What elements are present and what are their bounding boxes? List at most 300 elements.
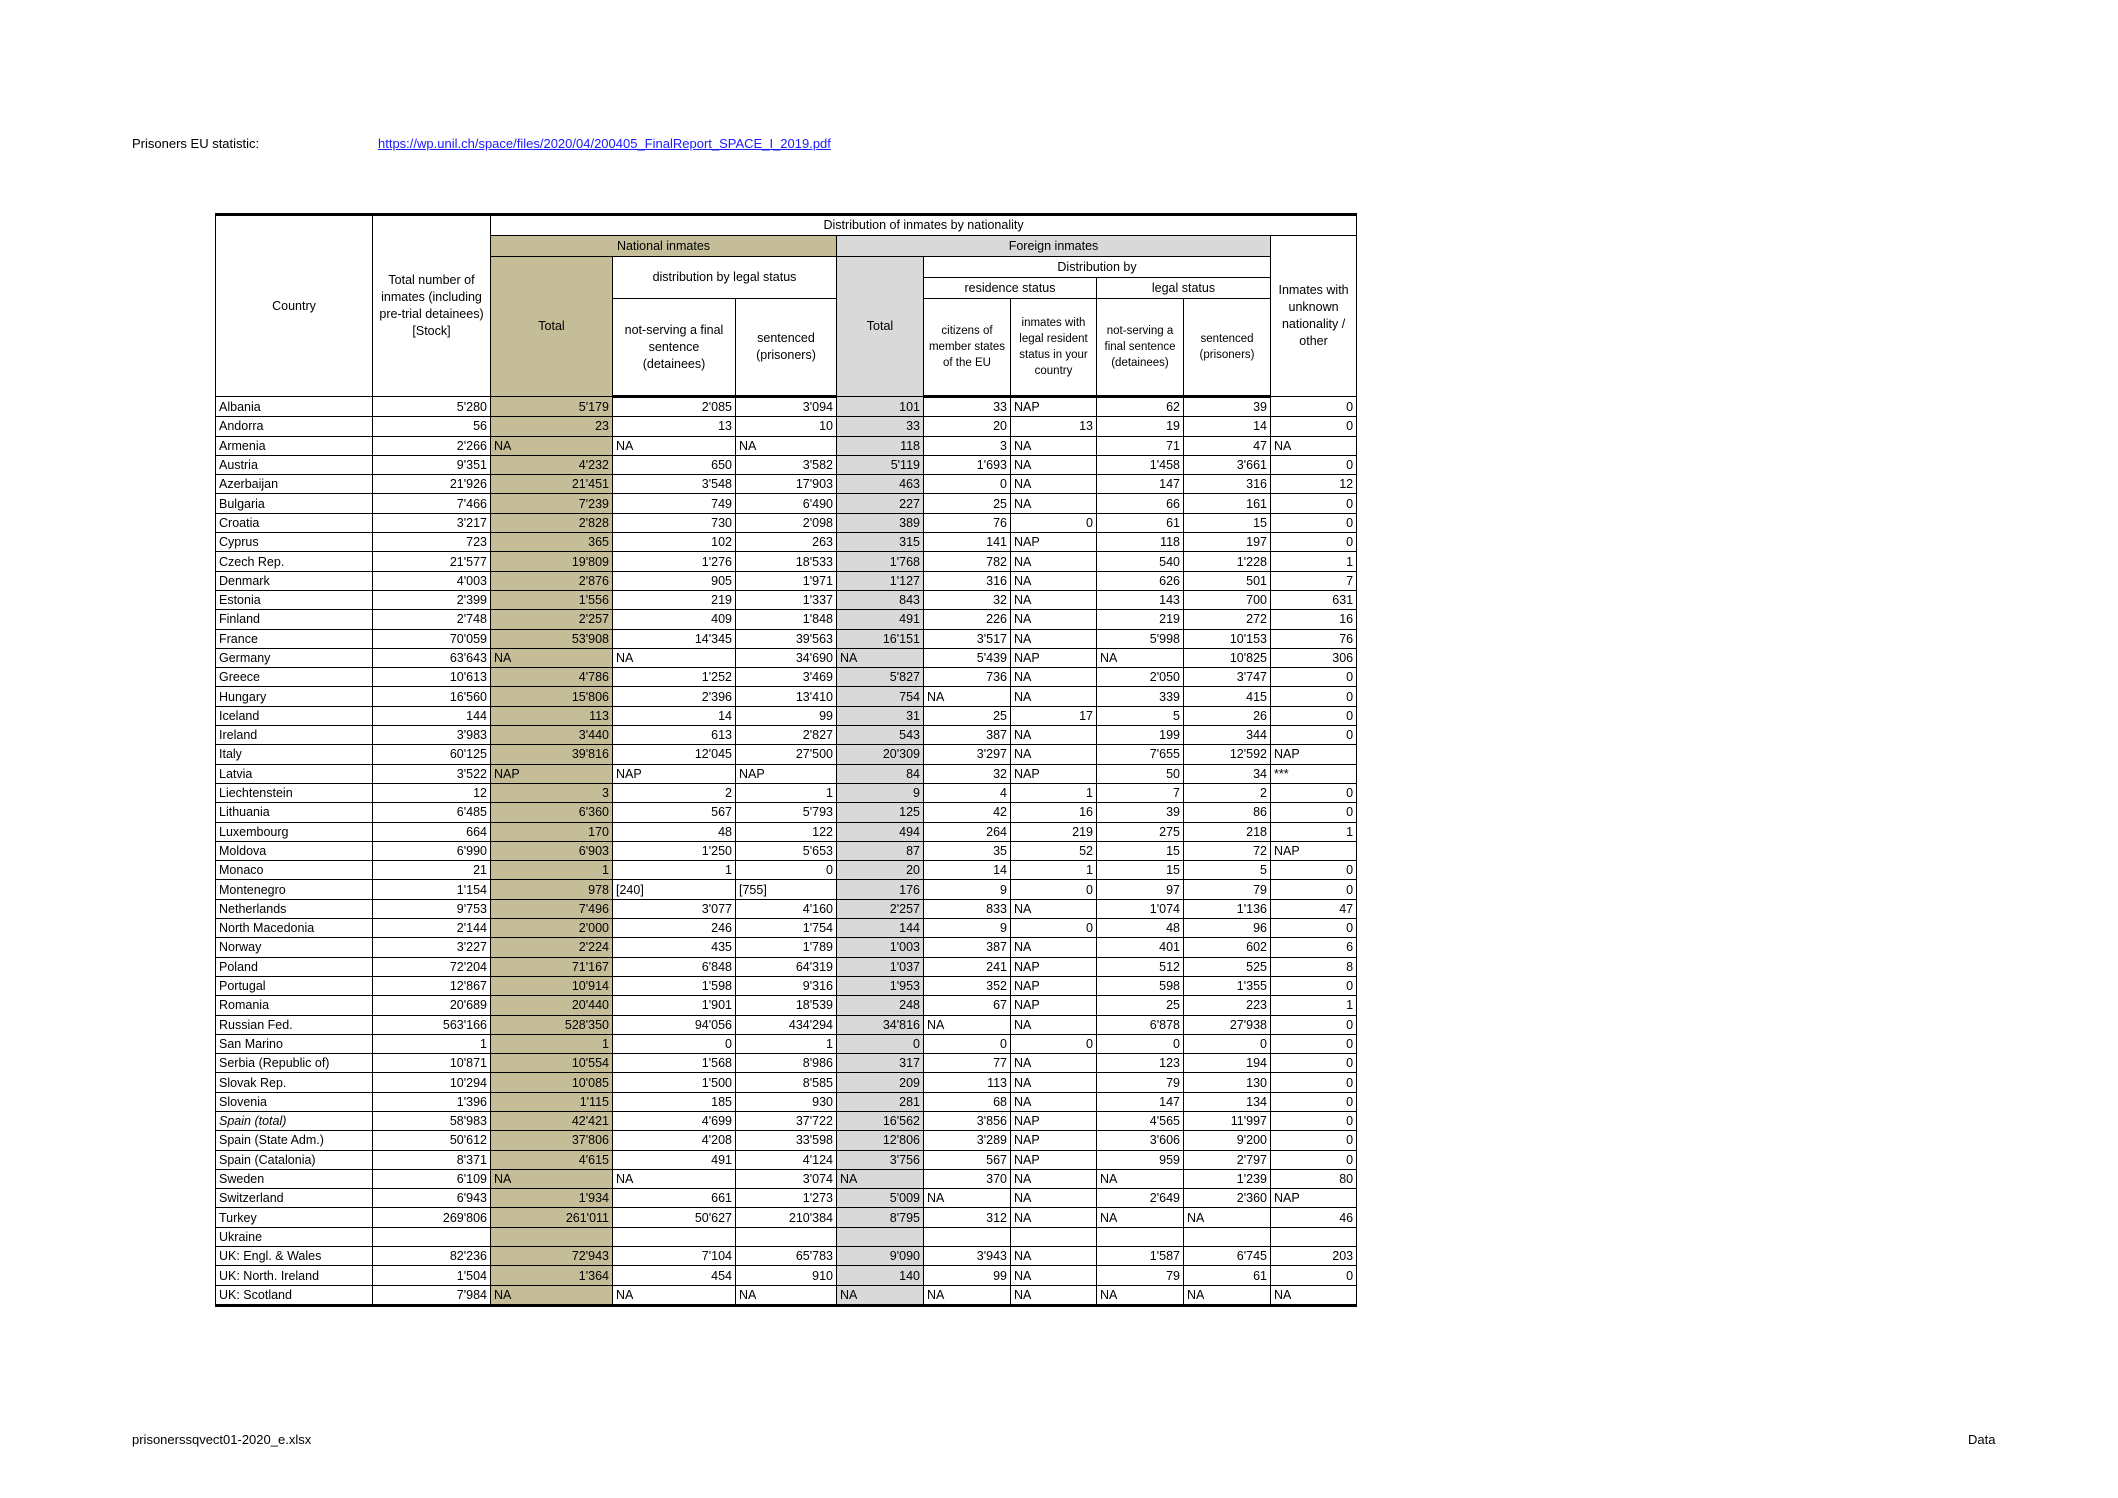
cell-citizens-eu: 264: [924, 822, 1011, 841]
cell-country: Luxembourg: [216, 822, 373, 841]
cell-national-total: 170: [491, 822, 613, 841]
cell-unknown: 80: [1271, 1169, 1357, 1188]
cell-total: 4'003: [373, 571, 491, 590]
cell-unknown: 0: [1271, 1073, 1357, 1092]
cell-total: 72'204: [373, 957, 491, 976]
cell-foreign-total: 125: [837, 803, 924, 822]
cell-total: 2'399: [373, 590, 491, 609]
cell-country: San Marino: [216, 1034, 373, 1053]
cell-foreign-not-serving: 598: [1097, 976, 1184, 995]
cell-citizens-eu: 3'856: [924, 1111, 1011, 1130]
cell-national-total: 6'903: [491, 841, 613, 860]
table-row: [216, 1092, 1357, 1111]
cell-national-not-serving: 4'699: [613, 1111, 736, 1130]
cell-foreign-sentenced: 194: [1184, 1054, 1271, 1073]
cell-unknown: NAP: [1271, 841, 1357, 860]
cell-foreign-not-serving: 19: [1097, 417, 1184, 436]
cell-unknown: 6: [1271, 938, 1357, 957]
cell-national-not-serving: 567: [613, 803, 736, 822]
cell-total: 3'522: [373, 764, 491, 783]
table-row: [216, 533, 1357, 552]
cell-legal-resident: [1011, 1227, 1097, 1246]
cell-total: 6'485: [373, 803, 491, 822]
cell-foreign-not-serving: 1'587: [1097, 1247, 1184, 1266]
cell-citizens-eu: 226: [924, 610, 1011, 629]
cell-unknown: 0: [1271, 1266, 1357, 1285]
cell-country: Albania: [216, 397, 373, 417]
header-legal-status: legal status: [1097, 278, 1271, 299]
cell-national-not-serving: [613, 1227, 736, 1246]
cell-foreign-sentenced: 1'239: [1184, 1169, 1271, 1188]
cell-unknown: 0: [1271, 976, 1357, 995]
cell-national-total: 3'440: [491, 726, 613, 745]
table-row: [216, 1111, 1357, 1130]
cell-total: 7'466: [373, 494, 491, 513]
cell-citizens-eu: 0: [924, 475, 1011, 494]
cell-country: Spain (Catalonia): [216, 1150, 373, 1169]
cell-total: 6'990: [373, 841, 491, 860]
cell-national-not-serving: 435: [613, 938, 736, 957]
cell-foreign-total: NA: [837, 1169, 924, 1188]
cell-foreign-sentenced: 12'592: [1184, 745, 1271, 764]
cell-foreign-not-serving: 0: [1097, 1034, 1184, 1053]
cell-national-total: 261'011: [491, 1208, 613, 1227]
cell-national-total: 10'914: [491, 976, 613, 995]
cell-national-not-serving: 1: [613, 861, 736, 880]
cell-foreign-total: 317: [837, 1054, 924, 1073]
cell-national-total: 15'806: [491, 687, 613, 706]
cell-country: Moldova: [216, 841, 373, 860]
cell-foreign-total: 87: [837, 841, 924, 860]
cell-national-total: 2'828: [491, 513, 613, 532]
cell-unknown: 47: [1271, 899, 1357, 918]
cell-foreign-sentenced: 218: [1184, 822, 1271, 841]
cell-foreign-total: 16'562: [837, 1111, 924, 1130]
cell-national-not-serving: 246: [613, 919, 736, 938]
cell-national-sentenced: 910: [736, 1266, 837, 1285]
cell-foreign-not-serving: 512: [1097, 957, 1184, 976]
cell-country: Italy: [216, 745, 373, 764]
cell-national-total: 10'554: [491, 1054, 613, 1073]
cell-foreign-sentenced: 6'745: [1184, 1247, 1271, 1266]
cell-national-sentenced: 65'783: [736, 1247, 837, 1266]
header-total-inmates: Total number of inmates (including pre-trial detainees) [Stock]: [373, 215, 491, 397]
cell-total: 60'125: [373, 745, 491, 764]
cell-national-not-serving: 3'077: [613, 899, 736, 918]
cell-citizens-eu: NA: [924, 1015, 1011, 1034]
table-row: [216, 668, 1357, 687]
cell-national-total: NA: [491, 1169, 613, 1188]
table-row: [216, 919, 1357, 938]
cell-total: 20'689: [373, 996, 491, 1015]
cell-country: Estonia: [216, 590, 373, 609]
cell-legal-resident: NA: [1011, 899, 1097, 918]
cell-foreign-not-serving: 79: [1097, 1266, 1184, 1285]
cell-legal-resident: NA: [1011, 745, 1097, 764]
cell-national-not-serving: 13: [613, 417, 736, 436]
cell-foreign-sentenced: 72: [1184, 841, 1271, 860]
cell-national-sentenced: 2'098: [736, 513, 837, 532]
cell-national-total: 2'257: [491, 610, 613, 629]
cell-country: Romania: [216, 996, 373, 1015]
cell-foreign-total: 31: [837, 706, 924, 725]
cell-national-total: NA: [491, 648, 613, 667]
table-row: [216, 996, 1357, 1015]
cell-unknown: 0: [1271, 687, 1357, 706]
cell-unknown: 0: [1271, 397, 1357, 417]
cell-foreign-sentenced: 47: [1184, 436, 1271, 455]
cell-foreign-not-serving: 540: [1097, 552, 1184, 571]
cell-legal-resident: NAP: [1011, 648, 1097, 667]
cell-country: Monaco: [216, 861, 373, 880]
table-row: [216, 455, 1357, 474]
cell-foreign-not-serving: 79: [1097, 1073, 1184, 1092]
cell-country: Netherlands: [216, 899, 373, 918]
cell-national-not-serving: 650: [613, 455, 736, 474]
cell-foreign-not-serving: 275: [1097, 822, 1184, 841]
cell-country: Russian Fed.: [216, 1015, 373, 1034]
cell-foreign-total: 754: [837, 687, 924, 706]
cell-citizens-eu: 42: [924, 803, 1011, 822]
cell-citizens-eu: 352: [924, 976, 1011, 995]
cell-total: 7'984: [373, 1285, 491, 1305]
cell-foreign-sentenced: 14: [1184, 417, 1271, 436]
cell-legal-resident: NA: [1011, 436, 1097, 455]
cell-country: North Macedonia: [216, 919, 373, 938]
cell-citizens-eu: 0: [924, 1034, 1011, 1053]
cell-foreign-sentenced: 700: [1184, 590, 1271, 609]
cell-foreign-total: 34'816: [837, 1015, 924, 1034]
cell-national-not-serving: NA: [613, 1169, 736, 1188]
cell-citizens-eu: 833: [924, 899, 1011, 918]
cell-country: Croatia: [216, 513, 373, 532]
cell-national-total: 5'179: [491, 397, 613, 417]
cell-national-total: 42'421: [491, 1111, 613, 1130]
table-row: [216, 1034, 1357, 1053]
cell-foreign-total: NA: [837, 1285, 924, 1305]
table-row: [216, 745, 1357, 764]
cell-country: Lithuania: [216, 803, 373, 822]
table-row: [216, 513, 1357, 532]
cell-foreign-not-serving: 62: [1097, 397, 1184, 417]
cell-foreign-total: 227: [837, 494, 924, 513]
cell-national-sentenced: 8'585: [736, 1073, 837, 1092]
cell-total: 82'236: [373, 1247, 491, 1266]
cell-legal-resident: NA: [1011, 610, 1097, 629]
cell-foreign-not-serving: [1097, 1227, 1184, 1246]
cell-total: 3'227: [373, 938, 491, 957]
cell-citizens-eu: 3'289: [924, 1131, 1011, 1150]
cell-unknown: 0: [1271, 494, 1357, 513]
cell-national-total: 37'806: [491, 1131, 613, 1150]
cell-legal-resident: NA: [1011, 1073, 1097, 1092]
cell-foreign-sentenced: 2'797: [1184, 1150, 1271, 1169]
cell-national-not-serving: 905: [613, 571, 736, 590]
cell-foreign-total: 101: [837, 397, 924, 417]
cell-foreign-not-serving: NA: [1097, 1208, 1184, 1227]
table-row: [216, 1169, 1357, 1188]
cell-total: 12'867: [373, 976, 491, 995]
cell-national-not-serving: NA: [613, 1285, 736, 1305]
header-foreign-distribution: Distribution by: [924, 257, 1271, 278]
cell-citizens-eu: 9: [924, 919, 1011, 938]
cell-citizens-eu: 33: [924, 397, 1011, 417]
cell-total: 9'351: [373, 455, 491, 474]
cell-national-total: 19'809: [491, 552, 613, 571]
cell-national-not-serving: NA: [613, 436, 736, 455]
cell-unknown: NA: [1271, 436, 1357, 455]
cell-unknown: 46: [1271, 1208, 1357, 1227]
cell-national-not-serving: 1'901: [613, 996, 736, 1015]
cell-national-sentenced: 1'337: [736, 590, 837, 609]
cell-foreign-total: 176: [837, 880, 924, 899]
header-national: National inmates: [491, 236, 837, 257]
cell-national-total: 23: [491, 417, 613, 436]
cell-national-total: 72'943: [491, 1247, 613, 1266]
cell-national-total: 20'440: [491, 996, 613, 1015]
cell-unknown: 0: [1271, 1111, 1357, 1130]
cell-national-sentenced: 8'986: [736, 1054, 837, 1073]
table-row: [216, 783, 1357, 802]
cell-total: 56: [373, 417, 491, 436]
cell-country: Spain (State Adm.): [216, 1131, 373, 1150]
cell-unknown: 0: [1271, 1092, 1357, 1111]
cell-citizens-eu: 68: [924, 1092, 1011, 1111]
cell-unknown: 0: [1271, 513, 1357, 532]
cell-legal-resident: 52: [1011, 841, 1097, 860]
cell-unknown: 0: [1271, 455, 1357, 474]
cell-foreign-sentenced: 501: [1184, 571, 1271, 590]
table-body: [216, 397, 1357, 1306]
table-row: [216, 494, 1357, 513]
cell-national-not-serving: 491: [613, 1150, 736, 1169]
cell-foreign-total: 315: [837, 533, 924, 552]
cell-total: [373, 1227, 491, 1246]
cell-national-not-serving: 1'276: [613, 552, 736, 571]
cell-unknown: 0: [1271, 880, 1357, 899]
cell-foreign-total: 1'953: [837, 976, 924, 995]
cell-national-total: 71'167: [491, 957, 613, 976]
cell-country: Montenegro: [216, 880, 373, 899]
cell-national-sentenced: 1'848: [736, 610, 837, 629]
cell-national-sentenced: 1: [736, 783, 837, 802]
cell-foreign-total: 491: [837, 610, 924, 629]
cell-national-not-serving: 2: [613, 783, 736, 802]
table-row: [216, 1015, 1357, 1034]
cell-unknown: 0: [1271, 1015, 1357, 1034]
header-foreign-sentenced: sentenced (prisoners): [1184, 299, 1271, 397]
source-link[interactable]: https://wp.unil.ch/space/files/2020/04/200405_FinalReport_SPACE_I_2019.pdf: [378, 136, 831, 151]
cell-foreign-sentenced: 525: [1184, 957, 1271, 976]
cell-foreign-sentenced: 272: [1184, 610, 1271, 629]
cell-foreign-total: 118: [837, 436, 924, 455]
cell-national-sentenced: 122: [736, 822, 837, 841]
cell-legal-resident: NAP: [1011, 397, 1097, 417]
cell-total: 5'280: [373, 397, 491, 417]
cell-citizens-eu: 567: [924, 1150, 1011, 1169]
cell-unknown: 76: [1271, 629, 1357, 648]
cell-foreign-total: 1'127: [837, 571, 924, 590]
cell-national-total: 1'364: [491, 1266, 613, 1285]
cell-unknown: 0: [1271, 1034, 1357, 1053]
cell-country: Norway: [216, 938, 373, 957]
cell-foreign-not-serving: 39: [1097, 803, 1184, 822]
cell-national-total: NA: [491, 1285, 613, 1305]
cell-national-sentenced: 1'971: [736, 571, 837, 590]
cell-total: 2'266: [373, 436, 491, 455]
cell-national-total: 7'496: [491, 899, 613, 918]
cell-legal-resident: 0: [1011, 513, 1097, 532]
cell-national-sentenced: 3'094: [736, 397, 837, 417]
cell-legal-resident: 13: [1011, 417, 1097, 436]
cell-foreign-not-serving: 147: [1097, 1092, 1184, 1111]
cell-country: Denmark: [216, 571, 373, 590]
cell-country: Azerbaijan: [216, 475, 373, 494]
cell-national-sentenced: [755]: [736, 880, 837, 899]
footer-filename: prisonerssqvect01-2020_e.xlsx: [132, 1432, 312, 1447]
cell-total: 10'871: [373, 1054, 491, 1073]
table-row: [216, 899, 1357, 918]
cell-total: 21'926: [373, 475, 491, 494]
cell-legal-resident: NAP: [1011, 1111, 1097, 1130]
cell-country: Hungary: [216, 687, 373, 706]
cell-national-sentenced: 6'490: [736, 494, 837, 513]
cell-legal-resident: NA: [1011, 1208, 1097, 1227]
cell-national-sentenced: NA: [736, 436, 837, 455]
cell-foreign-not-serving: 1'458: [1097, 455, 1184, 474]
cell-total: 9'753: [373, 899, 491, 918]
table-row: [216, 1227, 1357, 1246]
cell-national-sentenced: 99: [736, 706, 837, 725]
cell-legal-resident: NAP: [1011, 996, 1097, 1015]
table-row: [216, 803, 1357, 822]
cell-citizens-eu: 316: [924, 571, 1011, 590]
cell-foreign-total: 20: [837, 861, 924, 880]
cell-unknown: 203: [1271, 1247, 1357, 1266]
cell-citizens-eu: 141: [924, 533, 1011, 552]
cell-total: 8'371: [373, 1150, 491, 1169]
cell-country: Portugal: [216, 976, 373, 995]
cell-national-not-serving: 7'104: [613, 1247, 736, 1266]
cell-total: 563'166: [373, 1015, 491, 1034]
table-row: [216, 1131, 1357, 1150]
cell-country: Turkey: [216, 1208, 373, 1227]
cell-foreign-sentenced: NA: [1184, 1285, 1271, 1305]
cell-foreign-total: 5'009: [837, 1189, 924, 1208]
cell-national-sentenced: 434'294: [736, 1015, 837, 1034]
cell-legal-resident: NA: [1011, 1266, 1097, 1285]
cell-foreign-total: 843: [837, 590, 924, 609]
table-row: [216, 822, 1357, 841]
cell-foreign-sentenced: 26: [1184, 706, 1271, 725]
cell-foreign-total: 16'151: [837, 629, 924, 648]
cell-foreign-not-serving: 959: [1097, 1150, 1184, 1169]
cell-country: Poland: [216, 957, 373, 976]
header-national-not-serving: not-serving a final sentence (detainees): [613, 299, 736, 397]
cell-foreign-total: 3'756: [837, 1150, 924, 1169]
table-row: [216, 436, 1357, 455]
cell-country: Serbia (Republic of): [216, 1054, 373, 1073]
cell-citizens-eu: NA: [924, 1285, 1011, 1305]
cell-national-not-serving: [240]: [613, 880, 736, 899]
cell-national-not-serving: 185: [613, 1092, 736, 1111]
cell-national-sentenced: 2'827: [736, 726, 837, 745]
cell-national-not-serving: 50'627: [613, 1208, 736, 1227]
cell-foreign-total: 20'309: [837, 745, 924, 764]
cell-unknown: 0: [1271, 668, 1357, 687]
cell-national-total: 6'360: [491, 803, 613, 822]
cell-legal-resident: NA: [1011, 455, 1097, 474]
cell-unknown: 1: [1271, 552, 1357, 571]
cell-foreign-not-serving: 401: [1097, 938, 1184, 957]
cell-national-not-serving: 48: [613, 822, 736, 841]
cell-national-total: 21'451: [491, 475, 613, 494]
cell-national-sentenced: 9'316: [736, 976, 837, 995]
cell-foreign-total: 5'119: [837, 455, 924, 474]
table-row: [216, 397, 1357, 417]
cell-legal-resident: NAP: [1011, 533, 1097, 552]
cell-unknown: 0: [1271, 861, 1357, 880]
cell-national-not-serving: 14'345: [613, 629, 736, 648]
cell-national-total: 113: [491, 706, 613, 725]
cell-country: Slovenia: [216, 1092, 373, 1111]
cell-country: Ukraine: [216, 1227, 373, 1246]
cell-national-not-serving: 661: [613, 1189, 736, 1208]
cell-foreign-total: 140: [837, 1266, 924, 1285]
cell-total: 63'643: [373, 648, 491, 667]
cell-unknown: NA: [1271, 1285, 1357, 1305]
cell-total: 723: [373, 533, 491, 552]
cell-unknown: 0: [1271, 803, 1357, 822]
table-row: [216, 764, 1357, 783]
cell-foreign-sentenced: 10'153: [1184, 629, 1271, 648]
cell-foreign-sentenced: 0: [1184, 1034, 1271, 1053]
cell-foreign-not-serving: 4'565: [1097, 1111, 1184, 1130]
cell-national-not-serving: 0: [613, 1034, 736, 1053]
cell-national-sentenced: NA: [736, 1285, 837, 1305]
cell-national-sentenced: [736, 1227, 837, 1246]
cell-total: 12: [373, 783, 491, 802]
cell-legal-resident: NA: [1011, 726, 1097, 745]
cell-citizens-eu: 3'517: [924, 629, 1011, 648]
cell-citizens-eu: 14: [924, 861, 1011, 880]
cell-foreign-total: NA: [837, 648, 924, 667]
cell-legal-resident: 17: [1011, 706, 1097, 725]
table-row: [216, 841, 1357, 860]
cell-foreign-total: [837, 1227, 924, 1246]
cell-foreign-sentenced: 86: [1184, 803, 1271, 822]
cell-citizens-eu: [924, 1227, 1011, 1246]
cell-foreign-sentenced: 161: [1184, 494, 1271, 513]
cell-national-total: 978: [491, 880, 613, 899]
cell-legal-resident: NA: [1011, 494, 1097, 513]
cell-country: Slovak Rep.: [216, 1073, 373, 1092]
cell-national-total: 10'085: [491, 1073, 613, 1092]
cell-foreign-sentenced: 61: [1184, 1266, 1271, 1285]
cell-national-sentenced: NAP: [736, 764, 837, 783]
cell-foreign-sentenced: 197: [1184, 533, 1271, 552]
table-row: [216, 976, 1357, 995]
cell-national-not-serving: 3'548: [613, 475, 736, 494]
cell-national-sentenced: 17'903: [736, 475, 837, 494]
cell-national-not-serving: 94'056: [613, 1015, 736, 1034]
cell-legal-resident: 219: [1011, 822, 1097, 841]
cell-citizens-eu: 99: [924, 1266, 1011, 1285]
cell-foreign-not-serving: 3'606: [1097, 1131, 1184, 1150]
cell-foreign-total: 8'795: [837, 1208, 924, 1227]
cell-foreign-not-serving: 7: [1097, 783, 1184, 802]
header-foreign-total: Total: [837, 257, 924, 397]
